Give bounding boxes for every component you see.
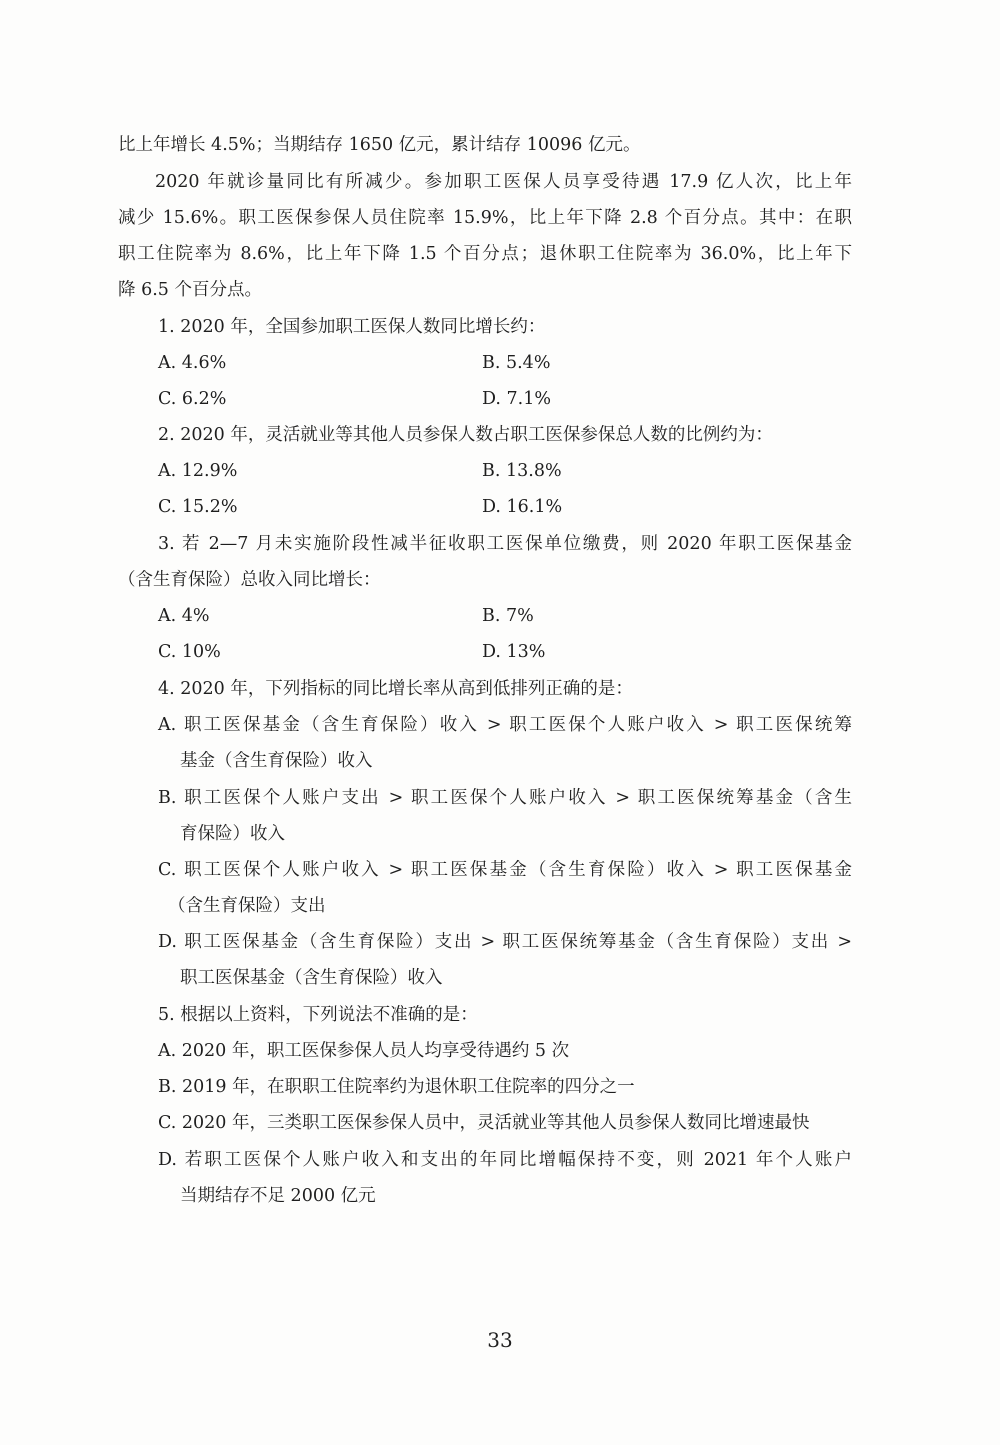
question-5-option-d-line-1: D. 若职工医保个人账户收入和支出的年同比增幅保持不变，则 2021 年个人账户 xyxy=(158,1150,852,1170)
passage-line-3: 减少 15.6%。职工医保参保人员住院率 15.9%，比上年下降 2.8 个百分点。其中：在职 xyxy=(118,208,852,228)
question-1-stem: 1. 2020 年，全国参加职工医保人数同比增长约： xyxy=(158,317,546,337)
question-3-option-a: A. 4% xyxy=(158,606,210,626)
page-number: 33 xyxy=(487,1328,513,1352)
question-3-stem-line-1: 3. 若 2—7 月未实施阶段性减半征收职工医保单位缴费，则 2020 年职工医保基金 xyxy=(158,534,852,554)
question-1-option-a: A. 4.6% xyxy=(158,353,227,373)
question-1-option-c: C. 6.2% xyxy=(158,389,227,409)
question-3-stem-line-2: （含生育保险）总收入同比增长： xyxy=(118,570,381,590)
question-4-option-a-line-1: A. 职工医保基金（含生育保险）收入 > 职工医保个人账户收入 > 职工医保统筹 xyxy=(158,715,852,735)
question-3-option-c: C. 10% xyxy=(158,642,221,662)
question-5-option-b: B. 2019 年，在职职工住院率约为退休职工住院率的四分之一 xyxy=(158,1077,635,1097)
question-2-option-c: C. 15.2% xyxy=(158,497,238,517)
passage-line-5: 降 6.5 个百分点。 xyxy=(118,280,262,300)
question-5-option-c: C. 2020 年，三类职工医保参保人员中，灵活就业等其他人员参保人数同比增速最快 xyxy=(158,1113,810,1133)
question-2-option-d: D. 16.1% xyxy=(482,497,563,517)
question-4-option-d-line-2: 职工医保基金（含生育保险）收入 xyxy=(180,968,443,988)
passage-line-1: 比上年增长 4.5%；当期结存 1650 亿元，累计结存 10096 亿元。 xyxy=(118,135,641,155)
question-2-stem: 2. 2020 年，灵活就业等其他人员参保人数占职工医保参保总人数的比例约为： xyxy=(158,425,773,445)
question-5-option-d-line-2: 当期结存不足 2000 亿元 xyxy=(180,1186,376,1206)
question-3-option-b: B. 7% xyxy=(482,606,534,626)
question-4-option-c-line-2: （含生育保险）支出 xyxy=(168,896,326,916)
question-5-option-a: A. 2020 年，职工医保参保人员人均享受待遇约 5 次 xyxy=(158,1041,570,1061)
question-1-option-d: D. 7.1% xyxy=(482,389,551,409)
question-2-option-a: A. 12.9% xyxy=(158,461,238,481)
question-3-option-d: D. 13% xyxy=(482,642,546,662)
question-2-option-b: B. 13.8% xyxy=(482,461,562,481)
question-4-stem: 4. 2020 年，下列指标的同比增长率从高到低排列正确的是： xyxy=(158,679,633,699)
question-4-option-b-line-2: 育保险）收入 xyxy=(180,824,285,844)
question-4-option-b-line-1: B. 职工医保个人账户支出 > 职工医保个人账户收入 > 职工医保统筹基金（含生 xyxy=(158,788,852,808)
question-4-option-a-line-2: 基金（含生育保险）收入 xyxy=(180,751,373,771)
passage-line-4: 职工住院率为 8.6%，比上年下降 1.5 个百分点；退休职工住院率为 36.0%，比上年下 xyxy=(118,244,852,264)
question-4-option-c-line-1: C. 职工医保个人账户收入 > 职工医保基金（含生育保险）收入 > 职工医保基金 xyxy=(158,860,852,880)
passage-line-2: 2020 年就诊量同比有所减少。参加职工医保人员享受待遇 17.9 亿人次，比上年 xyxy=(155,172,852,192)
question-4-option-d-line-1: D. 职工医保基金（含生育保险）支出 > 职工医保统筹基金（含生育保险）支出 > xyxy=(158,932,852,952)
question-1-option-b: B. 5.4% xyxy=(482,353,551,373)
question-5-stem: 5. 根据以上资料，下列说法不准确的是： xyxy=(158,1005,478,1025)
